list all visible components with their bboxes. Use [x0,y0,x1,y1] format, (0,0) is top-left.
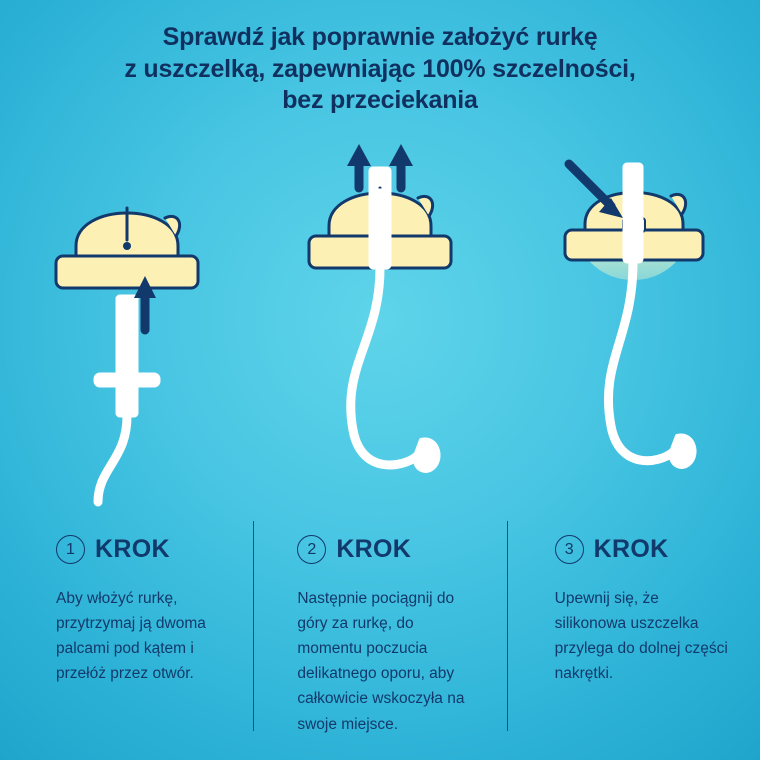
step-1-text: Aby włożyć rurkę, przytrzymaj ją dwoma palcami pod kątem i przełóż przez otwór. [56,590,206,683]
step-2-text: Następnie pociągnij do góry za rurkę, do momentu poczucia delikatnego oporu, aby całkowicie wskoczyła na swoje miejsce. [297,590,465,733]
page-title [40,22,720,117]
step-3 [507,521,760,751]
page-title-line-3: bez przeciekania [282,86,478,114]
illustration-step-2 [253,130,506,520]
step-1-word: KROK [95,535,170,563]
step-3-text: Upewnij się, że silikonowa uszczelka przylega do dolnej części nakrętki. [554,590,728,683]
cap-with-tube-inserting-graphic [0,130,253,520]
illustration-panels [0,130,760,520]
illustration-step-1 [0,130,253,520]
step-3-header [555,535,734,564]
step-2-number: 2 [297,535,326,564]
step-2-word: KROK [336,535,412,563]
cap-with-seal-seated-graphic [507,130,760,520]
step-3-word: KROK [593,535,669,563]
step-1-number: 1 [56,535,85,564]
step-1-header [56,535,227,564]
step-1 [0,521,253,751]
illustration-step-3 [507,130,760,520]
step-3-number: 3 [555,535,584,564]
steps-section [0,521,760,751]
page-title-line-1: Sprawdź jak poprawnie założyć rurkę [162,23,598,51]
cap-with-tube-pulled-up-graphic [253,130,506,520]
step-2-header [297,535,480,564]
page-title-line-2: z uszczelką, zapewniając 100% szczelności, [124,54,636,83]
step-2 [253,521,506,751]
